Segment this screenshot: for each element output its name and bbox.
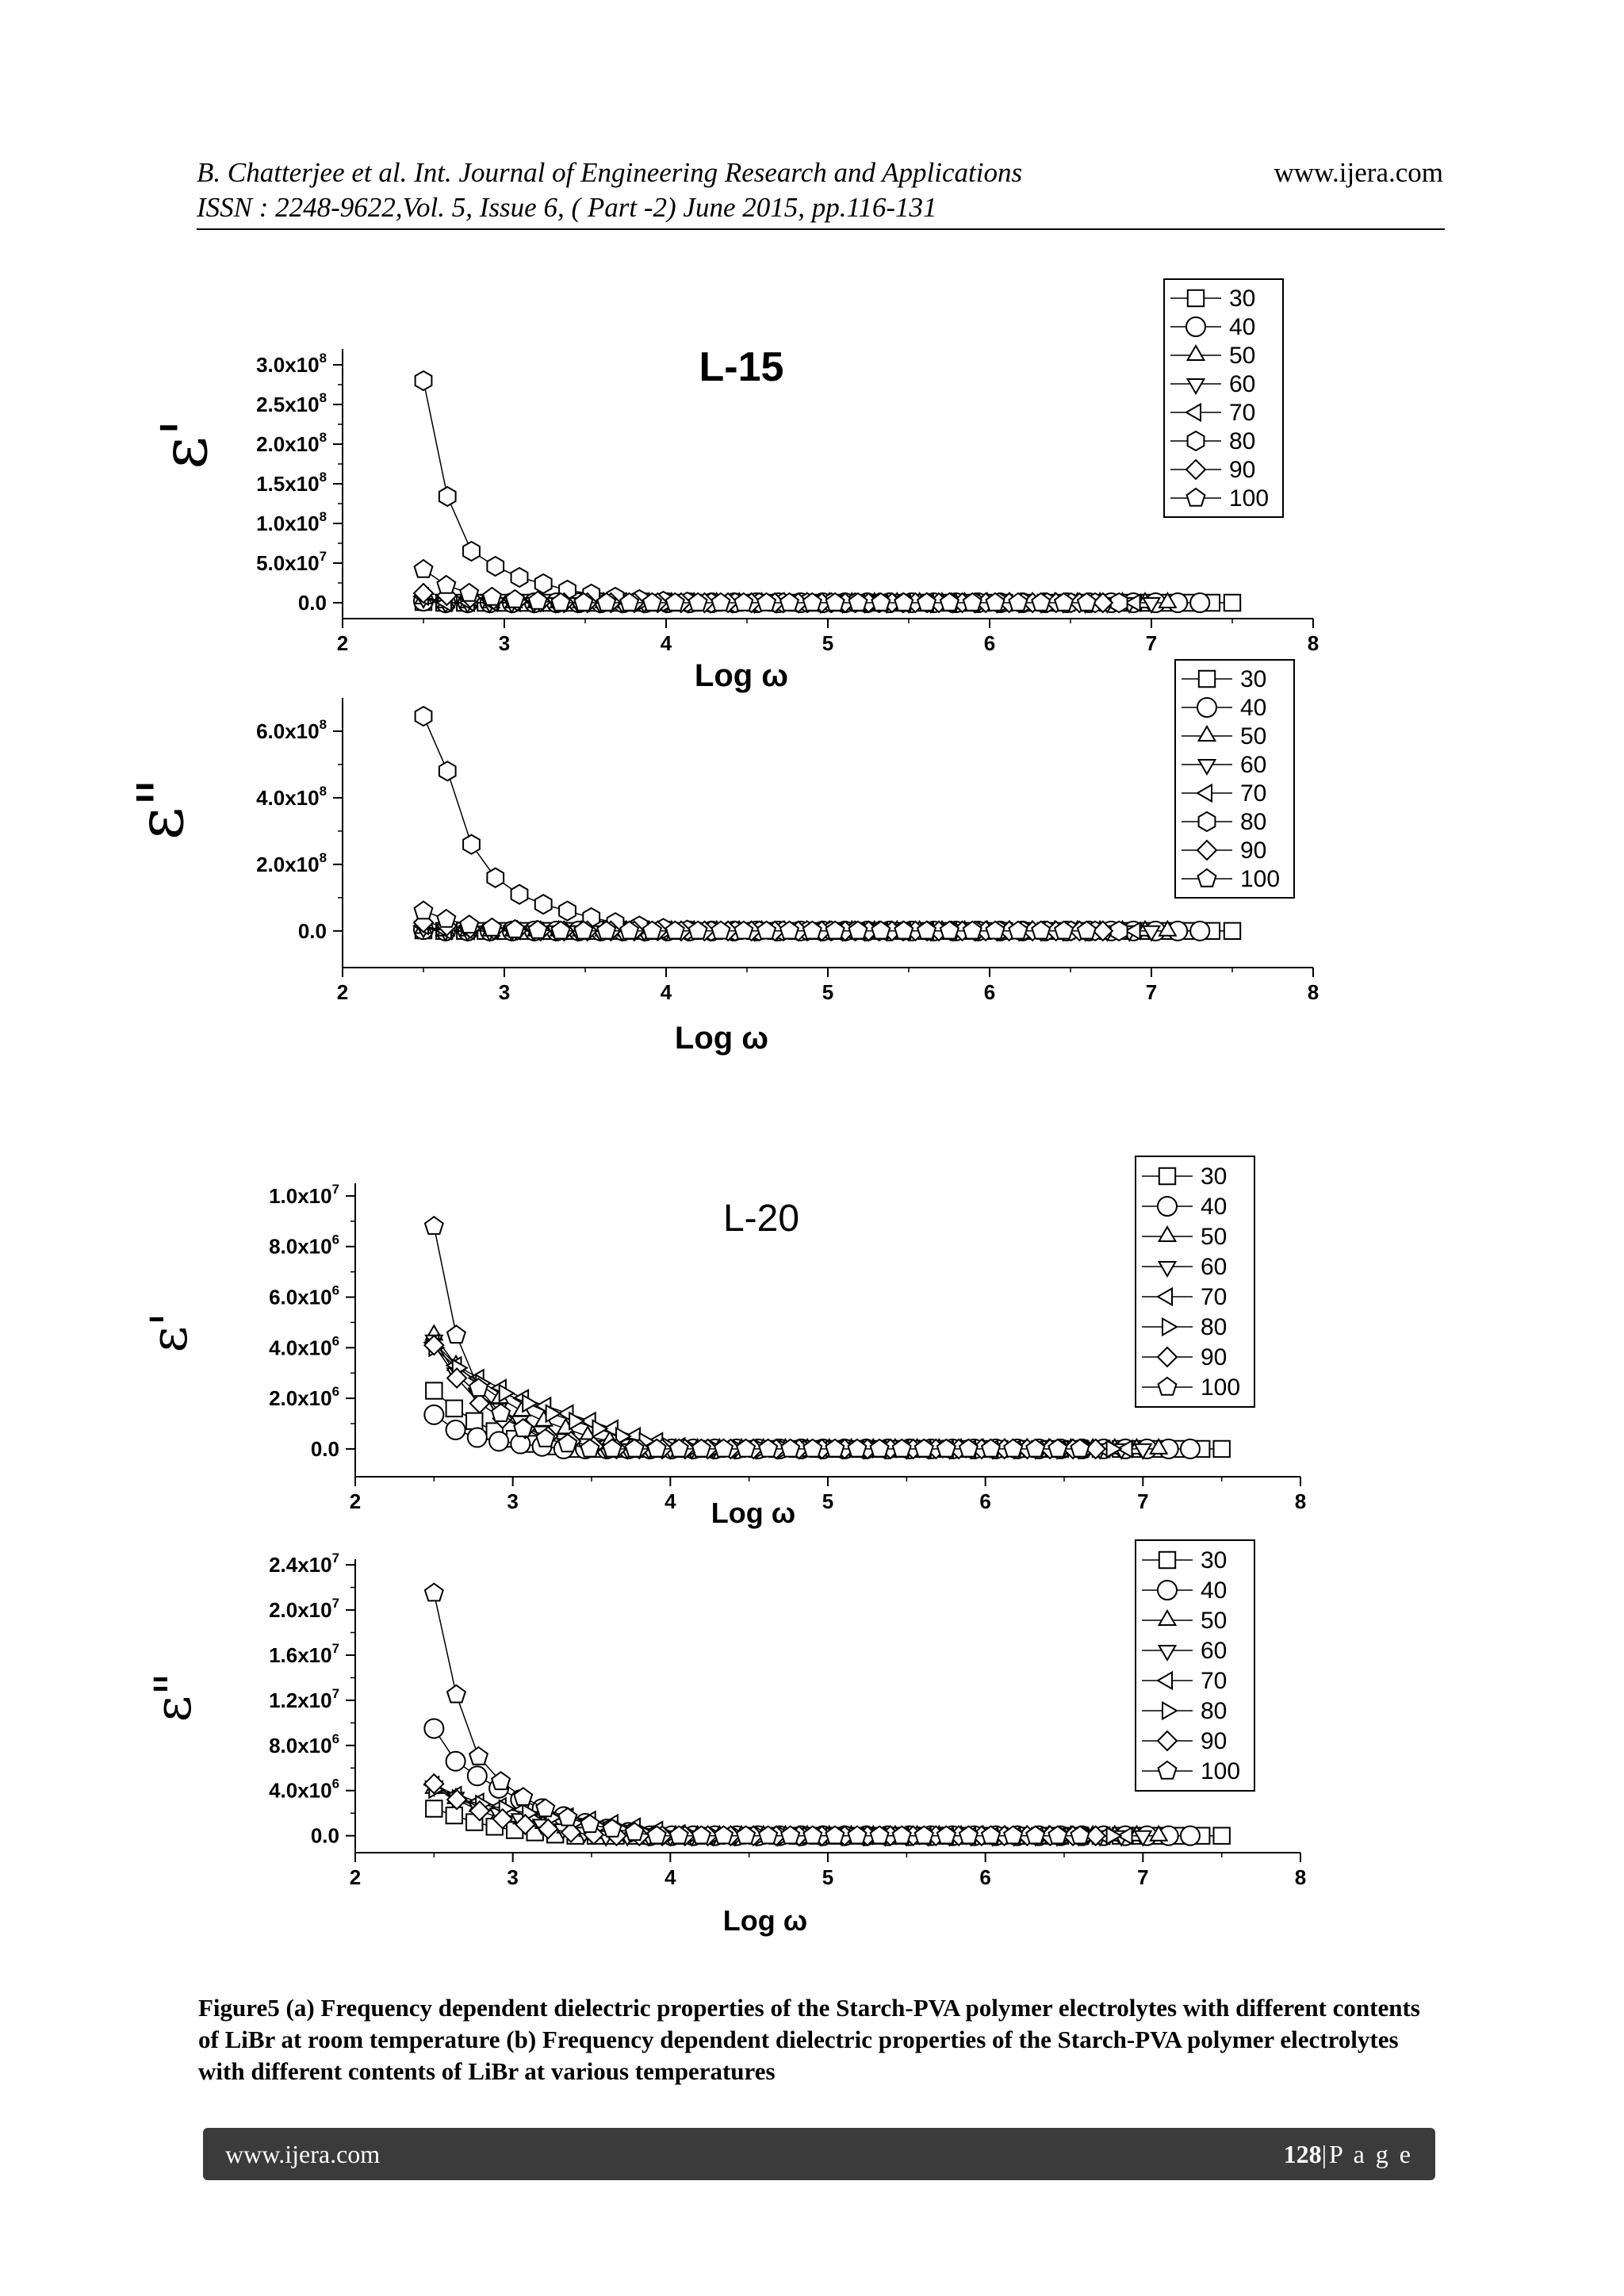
legend-label: 60 [1240, 752, 1267, 778]
legend [1175, 660, 1294, 898]
data-point [1213, 1827, 1229, 1843]
x-tick-label: 3 [498, 980, 511, 1004]
data-point [487, 868, 504, 887]
chart-panel-3 [140, 1156, 1306, 1529]
chart-panel-2 [124, 660, 1319, 1056]
data-point [447, 1325, 465, 1343]
legend-label: 80 [1201, 1698, 1228, 1724]
y-tick-label: $2.0x10^8$ [256, 849, 327, 876]
data-point [460, 584, 478, 601]
data-point [468, 1766, 487, 1785]
data-point [1181, 1439, 1200, 1458]
series-100 [425, 1584, 1089, 1844]
y-axis-label: ε' [147, 419, 221, 470]
data-point [1213, 1441, 1229, 1457]
x-tick-label: 7 [1145, 631, 1158, 655]
legend-label: 50 [1229, 343, 1256, 369]
y-tick-label: $6.0x10^6$ [269, 1282, 339, 1309]
journal-website[interactable]: www.ijera.com [1274, 157, 1443, 188]
legend-box [1175, 660, 1294, 898]
y-tick-label: $8.0x10^6$ [269, 1731, 339, 1757]
y-tick-label: $2.4x10^7$ [269, 1550, 339, 1577]
data-point [546, 1405, 561, 1422]
legend-label: 90 [1229, 457, 1256, 483]
footer-page-info [1284, 2140, 1413, 2169]
legend-label: 60 [1201, 1638, 1228, 1664]
y-tick-label: $4.0x10^6$ [269, 1333, 339, 1360]
series-100 [425, 1217, 1089, 1456]
y-tick-label: $5.0x10^7$ [256, 549, 327, 575]
y-tick-label: $2.0x10^6$ [269, 1384, 339, 1411]
x-tick-label: 5 [822, 631, 834, 655]
data-point [511, 568, 528, 587]
data-point [439, 487, 456, 506]
data-point [569, 1412, 584, 1429]
chart-title: L-20 [722, 1198, 800, 1240]
y-tick-label: 0.0 [297, 918, 327, 943]
x-axis-label: Log ω [710, 1497, 796, 1529]
y-axis-label: ε' [140, 1312, 199, 1353]
y-tick-label: $2.5x10^8$ [256, 390, 327, 416]
y-tick-label: $8.0x10^6$ [269, 1232, 339, 1259]
legend-label: 90 [1201, 1728, 1228, 1754]
data-point [469, 1747, 488, 1765]
y-tick-label: $6.0x10^8$ [256, 716, 327, 743]
legend [1164, 279, 1283, 517]
legend-label: 30 [1201, 1163, 1228, 1190]
data-point [415, 560, 433, 577]
data-point [489, 1432, 508, 1451]
legend-label: 60 [1229, 371, 1256, 397]
legend-label: 100 [1201, 1374, 1241, 1401]
x-tick-label: 2 [349, 1865, 362, 1889]
x-tick-label: 4 [665, 1489, 676, 1513]
legend-label: 30 [1201, 1547, 1228, 1573]
x-tick-label: 2 [336, 980, 349, 1004]
x-tick-label: 5 [822, 980, 834, 1004]
legend-label: 50 [1201, 1224, 1228, 1250]
legend-label: 90 [1240, 838, 1267, 864]
legend-label: 60 [1201, 1254, 1228, 1280]
data-point [424, 1405, 443, 1424]
x-tick-label: 6 [979, 1489, 991, 1513]
data-point [483, 588, 501, 605]
x-tick-label: 2 [349, 1489, 362, 1513]
legend-box [1136, 1540, 1254, 1791]
data-point [506, 590, 524, 608]
chart-panel-1 [147, 279, 1319, 693]
y-tick-label: $1.6x10^7$ [269, 1640, 339, 1667]
legend-marker [1188, 431, 1205, 450]
x-tick-label: 8 [1307, 980, 1320, 1004]
x-axis-label: Log ω [694, 658, 789, 693]
data-point [437, 910, 455, 927]
data-point [535, 895, 552, 914]
y-axis-label: ε" [144, 1672, 203, 1723]
data-point [446, 1420, 465, 1439]
x-tick-label: 6 [983, 631, 996, 655]
x-tick-label: 3 [498, 631, 511, 655]
data-point [426, 1382, 442, 1398]
y-tick-label: $3.0x10^8$ [256, 351, 327, 377]
legend-label: 80 [1201, 1314, 1228, 1340]
legend-marker [1158, 1197, 1177, 1216]
data-point [460, 915, 478, 933]
x-axis-label: Log ω [674, 1021, 769, 1056]
data-point [446, 1401, 462, 1416]
y-tick-label: 0.0 [310, 1823, 339, 1848]
data-point [523, 1395, 537, 1412]
data-point [468, 1428, 487, 1447]
y-tick-label: $2.0x10^8$ [256, 430, 327, 456]
x-tick-label: 4 [660, 980, 672, 1004]
data-point [446, 1807, 462, 1823]
y-tick-label: $2.0x10^7$ [269, 1596, 339, 1623]
x-tick-label: 5 [822, 1489, 834, 1513]
data-point [1181, 1826, 1200, 1846]
legend-label: 80 [1229, 428, 1256, 454]
series-80 [416, 707, 1128, 941]
legend-marker [1186, 317, 1205, 336]
data-point [426, 1800, 442, 1816]
data-point [466, 1413, 482, 1429]
x-tick-label: 8 [1307, 631, 1320, 655]
legend-box [1164, 279, 1283, 517]
legend-label: 40 [1201, 1577, 1228, 1604]
data-point [425, 1217, 443, 1234]
legend-marker [1188, 290, 1204, 306]
x-tick-label: 4 [665, 1865, 676, 1889]
legend-label: 50 [1240, 723, 1267, 749]
y-tick-label: $1.0x10^7$ [269, 1181, 339, 1208]
y-axis-label: ε" [124, 777, 197, 841]
y-tick-label: $1.0x10^8$ [256, 509, 327, 535]
x-tick-label: 3 [507, 1489, 519, 1513]
data-point [1224, 595, 1240, 611]
x-tick-label: 6 [979, 1865, 991, 1889]
legend-label: 90 [1201, 1344, 1228, 1370]
legend [1136, 1540, 1254, 1791]
x-tick-label: 4 [660, 631, 672, 655]
x-tick-label: 3 [507, 1865, 519, 1889]
data-point [416, 707, 432, 726]
x-tick-label: 8 [1294, 1865, 1307, 1889]
legend-label: 40 [1240, 695, 1267, 721]
x-tick-label: 7 [1137, 1489, 1149, 1513]
data-point [559, 902, 576, 921]
legend-box [1136, 1156, 1254, 1407]
data-point [487, 557, 504, 576]
data-point [463, 542, 480, 561]
data-point [446, 1752, 465, 1771]
legend-marker [1158, 1581, 1177, 1600]
legend-marker [1159, 1552, 1175, 1568]
data-point [1190, 593, 1209, 612]
x-tick-label: 7 [1137, 1865, 1149, 1889]
x-tick-label: 6 [983, 980, 996, 1004]
data-point [483, 918, 501, 936]
legend-marker [1199, 671, 1215, 687]
y-tick-label: 0.0 [310, 1436, 339, 1461]
data-point [437, 576, 455, 593]
legend-label: 70 [1240, 780, 1267, 807]
y-tick-label: 0.0 [297, 591, 327, 615]
data-point [439, 761, 456, 780]
legend-label: 30 [1240, 666, 1267, 692]
legend-label: 50 [1201, 1608, 1228, 1634]
x-tick-label: 8 [1294, 1489, 1307, 1513]
legend-label: 100 [1201, 1758, 1241, 1784]
y-tick-label: $1.5x10^8$ [256, 470, 327, 496]
x-tick-label: 5 [822, 1865, 834, 1889]
chart-panel-4 [144, 1540, 1306, 1937]
page-footer [203, 2128, 1435, 2180]
chart-title: L-15 [699, 344, 784, 390]
legend-label: 70 [1229, 400, 1256, 426]
x-axis-label: Log ω [722, 1904, 808, 1937]
data-point [511, 885, 528, 904]
data-point [535, 574, 552, 593]
legend-marker [1199, 812, 1216, 831]
legend-label: 100 [1240, 866, 1281, 892]
data-point [425, 1584, 443, 1601]
legend-marker [1197, 698, 1216, 717]
legend-label: 100 [1229, 485, 1270, 512]
series-80 [416, 371, 1128, 612]
legend [1136, 1156, 1254, 1407]
series-line [423, 381, 1119, 603]
data-point [1190, 922, 1209, 941]
issn-citation: ISSN : 2248-9622,Vol. 5, Issue 6, ( Part -2) June 2015, pp.116-131 [197, 192, 937, 223]
legend-label: 70 [1201, 1668, 1228, 1694]
legend-label: 30 [1229, 286, 1256, 312]
figure-caption: Figure5 (a) Frequency dependent dielectric properties of the Starch-PVA polymer electrolytes with different contents of LiBr at room temperature (b) Frequency dependent dielectric properties of the Starch-PVA polymer electrolytes with different contents of LiBr at various temperatures [198, 1994, 1420, 2085]
page-label: |P a g e [1321, 2139, 1413, 2168]
footer-website[interactable]: www.ijera.com [225, 2139, 381, 2168]
x-tick-label: 7 [1145, 980, 1158, 1004]
data-point [447, 1685, 465, 1703]
data-point [424, 1719, 443, 1738]
y-tick-label: $4.0x10^6$ [269, 1776, 339, 1803]
data-point [416, 371, 432, 390]
data-point [593, 1420, 607, 1437]
y-tick-label: $1.2x10^7$ [269, 1685, 339, 1712]
y-tick-label: $4.0x10^8$ [256, 783, 327, 810]
data-point [1224, 923, 1240, 939]
data-point [463, 835, 480, 854]
x-tick-label: 2 [336, 631, 349, 655]
legend-label: 40 [1229, 314, 1256, 340]
legend-label: 80 [1240, 809, 1267, 835]
legend-label: 40 [1201, 1194, 1228, 1220]
legend-marker [1159, 1168, 1175, 1184]
journal-citation: B. Chatterjee et al. Int. Journal of Engineering Research and Applications [197, 157, 1023, 188]
page-number: 128 [1283, 2139, 1322, 2168]
data-point [415, 902, 433, 919]
legend-label: 70 [1201, 1284, 1228, 1310]
